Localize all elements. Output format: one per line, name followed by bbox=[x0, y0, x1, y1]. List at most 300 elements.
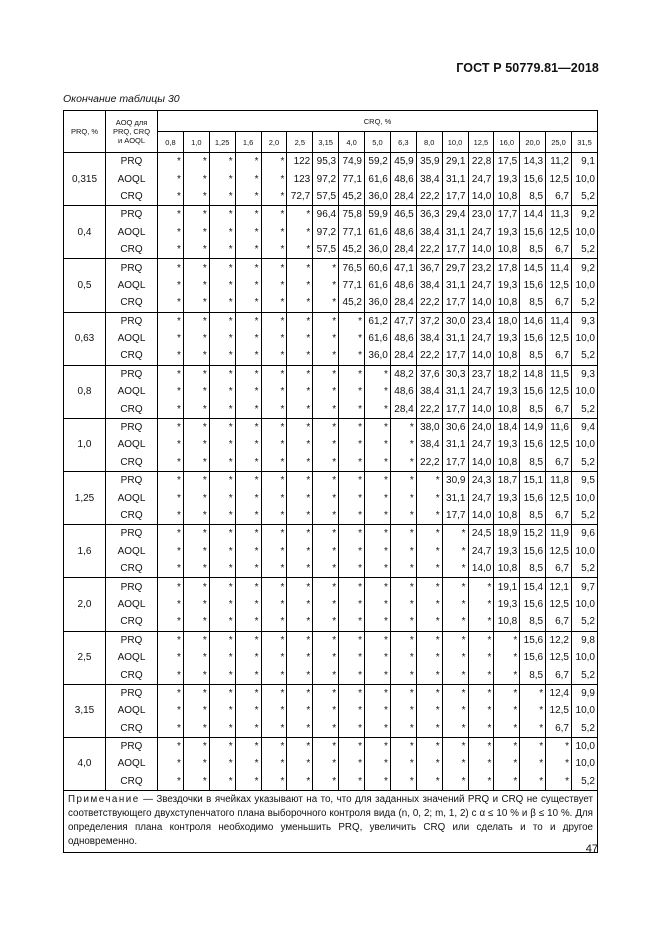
table-cell: 10,8 bbox=[494, 507, 520, 525]
table-cell: * bbox=[520, 737, 546, 755]
table-cell: 24,7 bbox=[468, 330, 494, 347]
table-cell: 6,7 bbox=[546, 241, 572, 259]
table-cell: * bbox=[235, 525, 261, 543]
table-cell: 10,0 bbox=[572, 649, 598, 666]
table-cell: 17,7 bbox=[494, 206, 520, 224]
table-cell: 24,3 bbox=[468, 472, 494, 490]
table-cell: * bbox=[494, 737, 520, 755]
table-cell: * bbox=[313, 365, 339, 383]
table-cell: * bbox=[390, 418, 416, 436]
prq-group-value: 1,25 bbox=[64, 472, 106, 525]
table-cell: 11,9 bbox=[546, 525, 572, 543]
table-cell: * bbox=[313, 666, 339, 684]
table-cell: * bbox=[442, 596, 468, 613]
table-cell: * bbox=[313, 755, 339, 772]
row-label: PRQ bbox=[106, 365, 158, 383]
table-cell: * bbox=[365, 400, 391, 418]
table-cell: * bbox=[209, 666, 235, 684]
table-cell: * bbox=[442, 737, 468, 755]
table-cell: 9,3 bbox=[572, 365, 598, 383]
table-cell: 19,3 bbox=[494, 383, 520, 400]
table-cell: * bbox=[416, 720, 442, 738]
table-cell: * bbox=[158, 596, 184, 613]
table-cell: * bbox=[287, 773, 313, 791]
table-cell: 14,0 bbox=[468, 560, 494, 578]
table-cell: 31,1 bbox=[442, 224, 468, 241]
table-cell: 19,3 bbox=[494, 436, 520, 453]
table-cell: * bbox=[442, 631, 468, 649]
table-cell: 14,0 bbox=[468, 454, 494, 472]
table-cell: * bbox=[183, 277, 209, 294]
table-cell: 9,6 bbox=[572, 525, 598, 543]
table-cell: 11,8 bbox=[546, 472, 572, 490]
table-cell: * bbox=[209, 153, 235, 171]
table-cell: * bbox=[442, 702, 468, 719]
table-cell: 5,2 bbox=[572, 347, 598, 365]
table-cell: * bbox=[183, 631, 209, 649]
table-cell: * bbox=[287, 277, 313, 294]
table-cell: * bbox=[235, 613, 261, 631]
table-cell: * bbox=[390, 666, 416, 684]
table-cell: * bbox=[468, 684, 494, 702]
table-cell: * bbox=[390, 613, 416, 631]
row-label: AOQL bbox=[106, 649, 158, 666]
row-label: PRQ bbox=[106, 472, 158, 490]
table-cell: * bbox=[158, 684, 184, 702]
table-cell: * bbox=[235, 170, 261, 187]
row-label: CRQ bbox=[106, 347, 158, 365]
table-cell: 10,0 bbox=[572, 224, 598, 241]
table-cell: * bbox=[313, 737, 339, 755]
table-cell: * bbox=[183, 702, 209, 719]
row-label: CRQ bbox=[106, 773, 158, 791]
table-cell: * bbox=[468, 702, 494, 719]
table-cell: * bbox=[261, 241, 287, 259]
table-cell: * bbox=[416, 596, 442, 613]
crq-value-header: 31,5 bbox=[572, 132, 598, 153]
table-cell: * bbox=[313, 596, 339, 613]
table-cell: 37,2 bbox=[416, 312, 442, 330]
table-cell: 30,6 bbox=[442, 418, 468, 436]
table-cell: * bbox=[158, 436, 184, 453]
row-label: AOQL bbox=[106, 543, 158, 560]
table-cell: * bbox=[261, 365, 287, 383]
table-row bbox=[64, 684, 598, 702]
table-cell: * bbox=[235, 365, 261, 383]
table-cell: * bbox=[365, 578, 391, 596]
table-cell: * bbox=[442, 543, 468, 560]
table-cell: * bbox=[365, 737, 391, 755]
table-cell: * bbox=[209, 773, 235, 791]
table-cell: 23,2 bbox=[468, 259, 494, 277]
table-cell: 38,4 bbox=[416, 330, 442, 347]
table-cell: 18,0 bbox=[494, 312, 520, 330]
row-label: AOQL bbox=[106, 755, 158, 772]
table-cell: * bbox=[158, 702, 184, 719]
table-cell: 6,7 bbox=[546, 454, 572, 472]
table-cell: * bbox=[313, 720, 339, 738]
row-label: AOQL bbox=[106, 224, 158, 241]
table-cell: 59,9 bbox=[365, 206, 391, 224]
row-label: PRQ bbox=[106, 525, 158, 543]
table-cell: * bbox=[287, 383, 313, 400]
table-cell: * bbox=[183, 613, 209, 631]
table-cell: * bbox=[209, 737, 235, 755]
table-cell: 10,8 bbox=[494, 560, 520, 578]
table-cell: * bbox=[158, 666, 184, 684]
table-cell: * bbox=[365, 720, 391, 738]
table-cell: * bbox=[261, 383, 287, 400]
table-cell: * bbox=[235, 543, 261, 560]
table-cell: 17,7 bbox=[442, 241, 468, 259]
table-cell: * bbox=[183, 666, 209, 684]
table-cell: * bbox=[209, 365, 235, 383]
prq-group-value: 2,5 bbox=[64, 631, 106, 684]
table-cell: 5,2 bbox=[572, 666, 598, 684]
table-cell: * bbox=[339, 525, 365, 543]
table-cell: 37,6 bbox=[416, 365, 442, 383]
table-cell: 31,1 bbox=[442, 489, 468, 506]
table-cell: * bbox=[183, 489, 209, 506]
table-cell: * bbox=[287, 259, 313, 277]
table-cell: * bbox=[183, 347, 209, 365]
table-cell: 8,5 bbox=[520, 294, 546, 312]
table-cell: * bbox=[183, 312, 209, 330]
table-cell: * bbox=[287, 224, 313, 241]
table-cell: 77,1 bbox=[339, 277, 365, 294]
table-cell: * bbox=[261, 578, 287, 596]
table-cell: 31,1 bbox=[442, 436, 468, 453]
table-cell: 12,5 bbox=[546, 649, 572, 666]
table-cell: * bbox=[158, 418, 184, 436]
table-cell: * bbox=[158, 755, 184, 772]
table-cell: * bbox=[287, 755, 313, 772]
table-cell: 11,5 bbox=[546, 365, 572, 383]
prq-group-value: 4,0 bbox=[64, 737, 106, 790]
table-row bbox=[64, 400, 598, 418]
table-cell: * bbox=[416, 613, 442, 631]
table-cell: * bbox=[183, 241, 209, 259]
crq-value-header: 4,0 bbox=[339, 132, 365, 153]
table-cell: * bbox=[416, 631, 442, 649]
table-cell: * bbox=[209, 578, 235, 596]
table-cell: * bbox=[390, 702, 416, 719]
table-cell: * bbox=[313, 649, 339, 666]
table-row bbox=[64, 489, 598, 506]
table-cell: * bbox=[313, 436, 339, 453]
table-cell: 17,7 bbox=[442, 188, 468, 206]
table-cell: * bbox=[494, 773, 520, 791]
table-cell: * bbox=[209, 347, 235, 365]
table-cell: 12,5 bbox=[546, 224, 572, 241]
table-cell: * bbox=[235, 418, 261, 436]
row-label: CRQ bbox=[106, 507, 158, 525]
table-cell: 10,0 bbox=[572, 489, 598, 506]
table-cell: 28,4 bbox=[390, 241, 416, 259]
table-cell: * bbox=[390, 755, 416, 772]
table-cell: 72,7 bbox=[287, 188, 313, 206]
table-cell: 6,7 bbox=[546, 720, 572, 738]
table-cell: * bbox=[261, 206, 287, 224]
table-row bbox=[64, 507, 598, 525]
table-row bbox=[64, 666, 598, 684]
table-cell: * bbox=[209, 525, 235, 543]
table-cell: * bbox=[416, 543, 442, 560]
table-cell: * bbox=[365, 489, 391, 506]
table-row bbox=[64, 418, 598, 436]
table-cell: 10,0 bbox=[572, 330, 598, 347]
table-cell: * bbox=[183, 684, 209, 702]
table-cell: 10,0 bbox=[572, 755, 598, 772]
table-cell: 19,3 bbox=[494, 170, 520, 187]
table-cell: * bbox=[365, 702, 391, 719]
table-cell: * bbox=[339, 400, 365, 418]
table-cell: 17,7 bbox=[442, 507, 468, 525]
table-cell: * bbox=[339, 418, 365, 436]
crq-value-header: 1,25 bbox=[209, 132, 235, 153]
crq-value-header: 1,0 bbox=[183, 132, 209, 153]
table-cell: 18,9 bbox=[494, 525, 520, 543]
table-cell: * bbox=[158, 277, 184, 294]
table-cell: 38,4 bbox=[416, 277, 442, 294]
table-cell: * bbox=[261, 418, 287, 436]
table-cell: * bbox=[287, 596, 313, 613]
table-cell: * bbox=[209, 489, 235, 506]
table-cell: 24,7 bbox=[468, 383, 494, 400]
table-cell: 57,5 bbox=[313, 188, 339, 206]
table-cell: * bbox=[287, 489, 313, 506]
table-cell: * bbox=[313, 684, 339, 702]
table-cell: 9,2 bbox=[572, 259, 598, 277]
row-label: PRQ bbox=[106, 206, 158, 224]
table-cell: * bbox=[468, 596, 494, 613]
table-row bbox=[64, 525, 598, 543]
table-row bbox=[64, 330, 598, 347]
table-cell: * bbox=[261, 277, 287, 294]
table-cell: 12,5 bbox=[546, 383, 572, 400]
table-cell: * bbox=[158, 578, 184, 596]
table-cell: * bbox=[158, 720, 184, 738]
table-cell: * bbox=[261, 489, 287, 506]
table-cell: * bbox=[339, 684, 365, 702]
table-cell: 15,6 bbox=[520, 330, 546, 347]
table-cell: 15,6 bbox=[520, 224, 546, 241]
table-cell: * bbox=[261, 312, 287, 330]
table-cell: * bbox=[494, 702, 520, 719]
table-cell: 23,0 bbox=[468, 206, 494, 224]
table-cell: * bbox=[261, 259, 287, 277]
table-cell: 24,7 bbox=[468, 489, 494, 506]
table-cell: * bbox=[287, 436, 313, 453]
table-cell: * bbox=[390, 596, 416, 613]
table-cell: * bbox=[287, 578, 313, 596]
table-cell: * bbox=[339, 543, 365, 560]
table-cell: 31,1 bbox=[442, 170, 468, 187]
table-cell: 10,8 bbox=[494, 613, 520, 631]
table-cell: * bbox=[209, 188, 235, 206]
table-cell: * bbox=[416, 666, 442, 684]
table-cell: * bbox=[261, 400, 287, 418]
table-cell: 14,3 bbox=[520, 153, 546, 171]
table-cell: * bbox=[442, 666, 468, 684]
row-label: AOQL bbox=[106, 330, 158, 347]
table-cell: * bbox=[287, 684, 313, 702]
table-cell: * bbox=[390, 543, 416, 560]
table-cell: * bbox=[313, 489, 339, 506]
table-cell: * bbox=[339, 330, 365, 347]
table-cell: * bbox=[442, 525, 468, 543]
prq-group-value: 0,63 bbox=[64, 312, 106, 365]
table-cell: 15,6 bbox=[520, 649, 546, 666]
table-cell: 14,0 bbox=[468, 507, 494, 525]
table-cell: * bbox=[287, 507, 313, 525]
table-cell: * bbox=[442, 649, 468, 666]
row-label: CRQ bbox=[106, 666, 158, 684]
crq-value-header: 10,0 bbox=[442, 132, 468, 153]
table-cell: * bbox=[287, 241, 313, 259]
table-cell: * bbox=[468, 578, 494, 596]
table-cell: * bbox=[287, 330, 313, 347]
table-cell: * bbox=[235, 224, 261, 241]
table-cell: 5,2 bbox=[572, 720, 598, 738]
table-cell: * bbox=[287, 206, 313, 224]
table-cell: * bbox=[261, 525, 287, 543]
table-cell: * bbox=[209, 400, 235, 418]
table-cell: 17,5 bbox=[494, 153, 520, 171]
row-label: CRQ bbox=[106, 454, 158, 472]
crq-value-header: 20,0 bbox=[520, 132, 546, 153]
table-cell: * bbox=[339, 666, 365, 684]
prq-group-value: 0,5 bbox=[64, 259, 106, 312]
table-cell: * bbox=[183, 330, 209, 347]
table-cell: 9,9 bbox=[572, 684, 598, 702]
table-cell: 14,0 bbox=[468, 347, 494, 365]
table-cell: * bbox=[158, 631, 184, 649]
table-cell: * bbox=[365, 755, 391, 772]
row-label: AOQL bbox=[106, 596, 158, 613]
table-cell: * bbox=[287, 720, 313, 738]
table-cell: * bbox=[339, 737, 365, 755]
row-label: PRQ bbox=[106, 631, 158, 649]
table-cell: * bbox=[287, 613, 313, 631]
crq-value-header: 8,0 bbox=[416, 132, 442, 153]
table-cell: 61,6 bbox=[365, 330, 391, 347]
table-cell: 122 bbox=[287, 153, 313, 171]
table-cell: 10,0 bbox=[572, 277, 598, 294]
table-cell: * bbox=[339, 631, 365, 649]
page-number: 47 bbox=[585, 843, 598, 855]
table-cell: * bbox=[365, 436, 391, 453]
table-cell: * bbox=[261, 153, 287, 171]
table-row bbox=[64, 631, 598, 649]
table-row bbox=[64, 773, 598, 791]
table-cell: * bbox=[261, 649, 287, 666]
table-cell: 18,7 bbox=[494, 472, 520, 490]
table-cell: 36,0 bbox=[365, 241, 391, 259]
table-cell: 38,4 bbox=[416, 224, 442, 241]
table-cell: 74,9 bbox=[339, 153, 365, 171]
table-cell: * bbox=[287, 666, 313, 684]
table-cell: 61,6 bbox=[365, 170, 391, 187]
table-cell: * bbox=[158, 153, 184, 171]
table-cell: 12,5 bbox=[546, 543, 572, 560]
table-cell: 75,8 bbox=[339, 206, 365, 224]
table-cell: * bbox=[313, 507, 339, 525]
table-cell: * bbox=[235, 436, 261, 453]
table-cell: 24,7 bbox=[468, 170, 494, 187]
table-cell: * bbox=[313, 294, 339, 312]
table-cell: * bbox=[313, 418, 339, 436]
table-cell: * bbox=[313, 454, 339, 472]
table-cell: 30,3 bbox=[442, 365, 468, 383]
table-cell: 6,7 bbox=[546, 507, 572, 525]
table-cell: 12,5 bbox=[546, 170, 572, 187]
table-cell: 10,0 bbox=[572, 436, 598, 453]
table-cell: * bbox=[183, 773, 209, 791]
row-label: AOQL bbox=[106, 383, 158, 400]
row-label: CRQ bbox=[106, 560, 158, 578]
table-cell: 8,5 bbox=[520, 613, 546, 631]
table-cell: * bbox=[468, 720, 494, 738]
table-cell: * bbox=[158, 489, 184, 506]
table-cell: * bbox=[494, 755, 520, 772]
crq-value-header: 6,3 bbox=[390, 132, 416, 153]
table-cell: * bbox=[261, 224, 287, 241]
table-cell: * bbox=[183, 507, 209, 525]
table-cell: 15,6 bbox=[520, 596, 546, 613]
table-cell: 10,0 bbox=[572, 737, 598, 755]
table-cell: 45,2 bbox=[339, 294, 365, 312]
table-cell: 36,0 bbox=[365, 347, 391, 365]
table-cell: 12,1 bbox=[546, 578, 572, 596]
row-label: AOQL bbox=[106, 489, 158, 506]
table-cell: * bbox=[442, 578, 468, 596]
table-cell: 8,5 bbox=[520, 400, 546, 418]
table-cell: 8,5 bbox=[520, 347, 546, 365]
table-cell: * bbox=[261, 737, 287, 755]
table-cell: * bbox=[183, 206, 209, 224]
table-cell: * bbox=[390, 720, 416, 738]
table-cell: * bbox=[261, 507, 287, 525]
table-cell: * bbox=[183, 755, 209, 772]
crq-value-header: 5,0 bbox=[365, 132, 391, 153]
note-text: — Звездочки в ячейках указывают на то, что для заданных значений PRQ и CRQ не существует соответствующего двухступенчатого плана выборочного контроля вида (n, 0, 2; m, 1, 2) с α ≤ 10 % и β ≤ 10 %. Для определения плана контроля необходимо уменьшить PRQ, увеличить CRQ или сделать и то и другое одновременно. bbox=[68, 794, 593, 848]
table-cell: 14,0 bbox=[468, 241, 494, 259]
table-cell: * bbox=[365, 649, 391, 666]
table-cell: 17,7 bbox=[442, 294, 468, 312]
table-cell: * bbox=[287, 525, 313, 543]
table-cell: 5,2 bbox=[572, 507, 598, 525]
table-cell: 5,2 bbox=[572, 560, 598, 578]
table-cell: * bbox=[313, 578, 339, 596]
table-caption: Окончание таблицы 30 bbox=[63, 93, 180, 105]
table-cell: * bbox=[416, 702, 442, 719]
table-row bbox=[64, 720, 598, 738]
table-cell: 12,5 bbox=[546, 436, 572, 453]
table-cell: 96,4 bbox=[313, 206, 339, 224]
table-cell: 22,2 bbox=[416, 400, 442, 418]
table-cell: 9,5 bbox=[572, 472, 598, 490]
table-cell: * bbox=[158, 613, 184, 631]
table-cell: * bbox=[261, 347, 287, 365]
table-cell: * bbox=[468, 649, 494, 666]
crq-value-header: 16,0 bbox=[494, 132, 520, 153]
table-cell: * bbox=[365, 684, 391, 702]
table-cell: * bbox=[416, 773, 442, 791]
table-cell: * bbox=[287, 560, 313, 578]
table-cell: 22,2 bbox=[416, 294, 442, 312]
table-cell: 14,5 bbox=[520, 259, 546, 277]
